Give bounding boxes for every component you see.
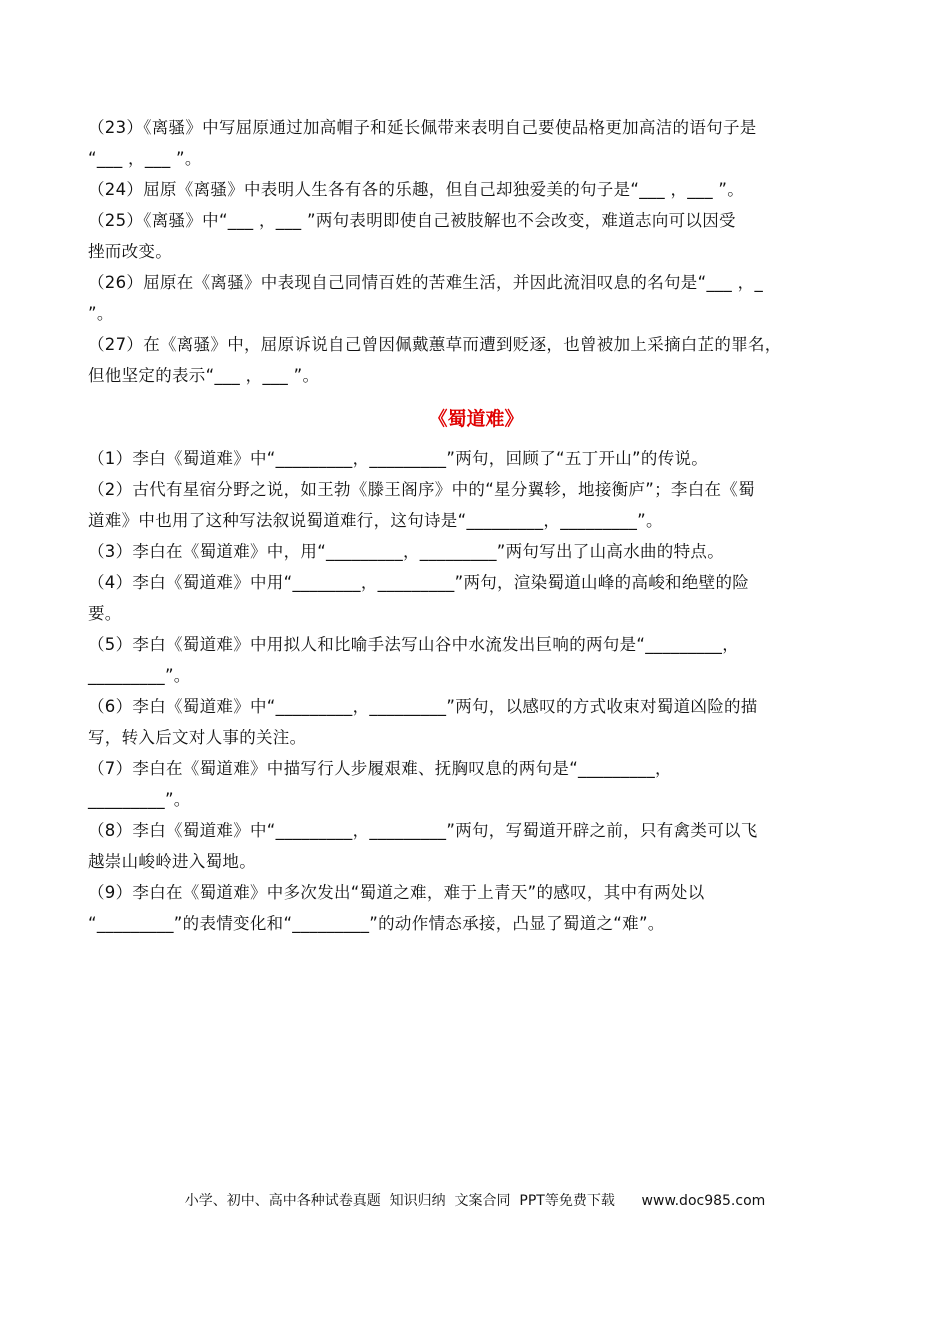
question-line: （5）李白《蜀道难》中用拟人和比喻手法写山谷中水流发出巨响的两句是“_________， (88, 635, 739, 654)
question-line: （2）古代有星宿分野之说，如王勃《滕王阁序》中的“星分翼轸，地接衡庐”；李白在《蜀 (88, 480, 755, 499)
question-line: （1）李白《蜀道难》中“_________，_________”两句，回顾了“五丁开山”的传说。 (88, 449, 709, 468)
question-line: （26）屈原在《离骚》中表现自己同情百姓的苦难生活，并因此流泪叹息的名句是“___ ，_ (88, 273, 763, 292)
question-line: ”。 (88, 304, 114, 323)
question-line: （23）《离骚》中写屈原通过加高帽子和延长佩带来表明自己要使品格更加高洁的语句子是 (88, 118, 757, 137)
question-line: 挫而改变。 (88, 242, 172, 261)
question-line: （7）李白在《蜀道难》中描写行人步履艰难、抚胸叹息的两句是“_________， (88, 759, 672, 778)
question-line: （27）在《离骚》中，屈原诉说自己曾因佩戴蕙草而遭到贬逐，也曾被加上采摘白芷的罪名， (88, 335, 782, 354)
question-line: “_________”的表情变化和“_________”的动作情态承接，凸显了蜀道之“难”。 (88, 914, 665, 933)
question-line: “___ ，___ ”。 (88, 149, 202, 168)
question-line: （4）李白《蜀道难》中用“________，_________”两句，渲染蜀道山峰的高峻和绝壁的险 (88, 573, 750, 592)
question-line: 道难》中也用了这种写法叙说蜀道难行，这句诗是“_________，_________”。 (88, 511, 663, 530)
question-line: （6）李白《蜀道难》中“_________，_________”两句，以感叹的方式收束对蜀道凶险的描 (88, 697, 758, 716)
question-line: （9）李白在《蜀道难》中多次发出“蜀道之难，难于上青天”的感叹，其中有两处以 (88, 883, 705, 902)
question-line: 要。 (88, 604, 122, 623)
lisao-questions (88, 112, 864, 391)
page-footer: 小学、初中、高中各种试卷真题 知识归纳 文案合同 PPT等免费下载 www.doc985.com (184, 1193, 766, 1209)
question-line: （25）《离骚》中“___ ，___ ”两句表明即使自己被肢解也不会改变，难道志向可以因受 (88, 211, 736, 230)
document-page (88, 112, 864, 939)
question-line: 但他坚定的表示“___ ，___ ”。 (88, 366, 320, 385)
question-line: 写，转入后文对人事的关注。 (88, 728, 307, 747)
question-line: _________”。 (88, 790, 191, 809)
question-line: （8）李白《蜀道难》中“_________，_________”两句，写蜀道开辟之前，只有禽类可以飞 (88, 821, 758, 840)
section-title: 《蜀道难》 (428, 408, 524, 430)
shudaonan-questions (88, 443, 864, 939)
question-line: 越崇山峻岭进入蜀地。 (88, 852, 256, 871)
question-line: （24）屈原《离骚》中表明人生各有各的乐趣，但自己却独爱美的句子是“___ ，___ ”。 (88, 180, 745, 199)
question-line: _________”。 (88, 666, 191, 685)
question-line: （3）李白在《蜀道难》中，用“_________，_________”两句写出了山高水曲的特点。 (88, 542, 724, 561)
